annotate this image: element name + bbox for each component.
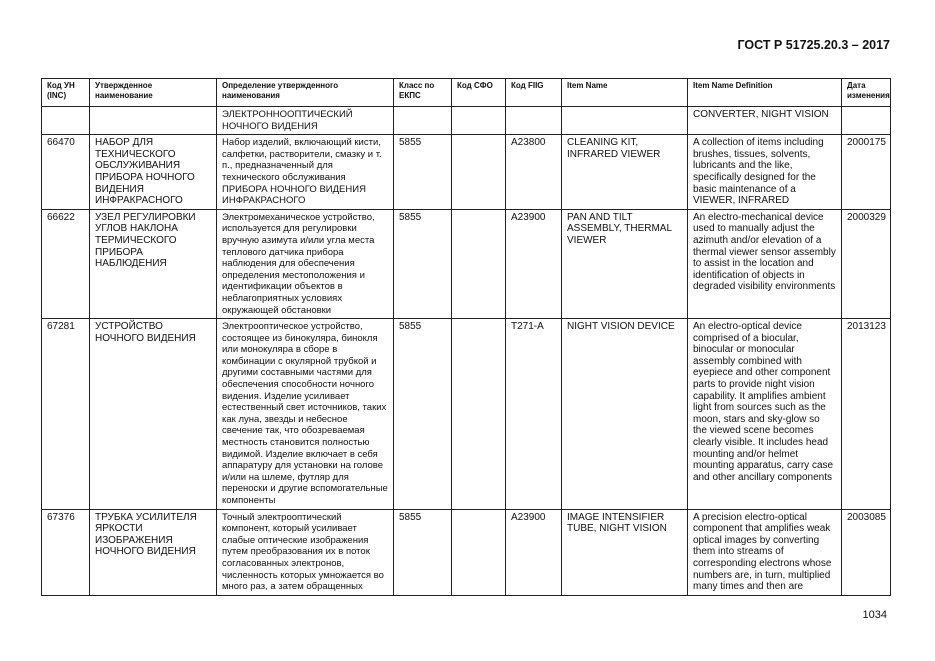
cell-fiig [506,107,562,135]
nomenclature-table [41,78,891,596]
cell-inc: 66622 [42,209,90,318]
cell-class: 5855 [394,319,452,510]
cell-item-definition: An electro-mechanical device used to manually adjust the azimuth and/or elevation of a thermal viewer sensor assembly to assist in the location and identification of objects in degraded visibility environments [688,209,842,318]
cell-item-name: PAN AND TILT ASSEMBLY, THERMAL VIEWER [562,209,688,318]
cell-date: 2003085 [842,509,891,595]
cell-item-name: NIGHT VISION DEVICE [562,319,688,510]
table-row [42,135,891,210]
cell-sfo [452,135,506,210]
cell-definition-ru: Электрооптическое устройство, состоящее из бинокуляра, бинокля или монокуляра в сборе в комбинации с окулярной трубкой и другими составными частями для обеспечения способности ночного видения. Изделие усиливает естественный свет источников, таких как луна, звезды и небесное свечение так, что обозреваемая местность становится полностью видимой. Изделие включает в себя аппаратуру для установки на голове и/или на шлеме, футляр для переноски и другие вспомогательные компоненты [217,319,394,510]
cell-fiig: T271-A [506,319,562,510]
cell-date [842,107,891,135]
col-header-definition-ru: Определение утвержденного наименования [217,79,394,107]
table-row [42,319,891,510]
cell-item-definition: A collection of items including brushes, tissues, solvents, lubricants and the like, specifically designed for the basic maintenance of a VIEWER, INFRARED [688,135,842,210]
document-code: ГОСТ Р 51725.20.3 – 2017 [737,38,890,52]
cell-name-ru: НАБОР ДЛЯ ТЕХНИЧЕСКОГО ОБСЛУЖИВАНИЯ ПРИБОРА НОЧНОГО ВИДЕНИЯ ИНФРАКРАСНОГО [90,135,217,210]
cell-definition-ru: Электромеханическое устройство, используется для регулировки вручную азимута и/или угла места теплового датчика прибора наблюдения для обеспечения определения местоположения и идентификации объектов в неблагоприятных условиях окружающей обстановки [217,209,394,318]
col-header-name-ru: Утвержденное наименование [90,79,217,107]
cell-class: 5855 [394,209,452,318]
col-header-item-definition: Item Name Definition [688,79,842,107]
cell-class: 5855 [394,135,452,210]
cell-date: 2000329 [842,209,891,318]
cell-inc: 67281 [42,319,90,510]
cell-fiig: A23900 [506,209,562,318]
cell-date: 2013123 [842,319,891,510]
col-header-sfo: Код СФО [452,79,506,107]
table-row [42,107,891,135]
col-header-item-name: Item Name [562,79,688,107]
cell-definition-ru: ЭЛЕКТРОННООПТИЧЕСКИЙ НОЧНОГО ВИДЕНИЯ [217,107,394,135]
cell-name-ru: УСТРОЙСТВО НОЧНОГО ВИДЕНИЯ [90,319,217,510]
col-header-inc: Код УН (INC) [42,79,90,107]
cell-fiig: A23900 [506,509,562,595]
cell-definition-ru: Точный электрооптический компонент, который усиливает слабые оптические изображения путем преобразования их в поток согласованных электронов, численность которых умножается во много раз, а затем обращенных [217,509,394,595]
col-header-date: Дата изменения [842,79,891,107]
cell-class [394,107,452,135]
cell-class: 5855 [394,509,452,595]
cell-sfo [452,107,506,135]
cell-inc [42,107,90,135]
table-row [42,509,891,595]
cell-inc: 67376 [42,509,90,595]
cell-item-name: CLEANING KIT, INFRARED VIEWER [562,135,688,210]
col-header-class: Класс по ЕКПС [394,79,452,107]
cell-item-definition: A precision electro-optical component that amplifies weak optical images by converting them into streams of corresponding electrons whose numbers are, in turn, multiplied many times and then are [688,509,842,595]
cell-sfo [452,319,506,510]
page-number: 1034 [862,609,887,621]
table-header-row [42,79,891,107]
cell-item-name: IMAGE INTENSIFIER TUBE, NIGHT VISION [562,509,688,595]
cell-name-ru [90,107,217,135]
col-header-fiig: Код FIIG [506,79,562,107]
cell-inc: 66470 [42,135,90,210]
cell-sfo [452,209,506,318]
cell-item-definition: CONVERTER, NIGHT VISION [688,107,842,135]
cell-item-definition: An electro-optical device comprised of a biocular, binocular or monocular assembly combined with eyepiece and other component parts to provide night vision capability. It amplifies ambient light from sources such as the moon, stars and sky-glow so the viewed scene becomes clearly visible. It includes head mounting and/or helmet mounting apparatus, carry case and other ancillary components [688,319,842,510]
cell-name-ru: ТРУБКА УСИЛИТЕЛЯ ЯРКОСТИ ИЗОБРАЖЕНИЯ НОЧНОГО ВИДЕНИЯ [90,509,217,595]
table-row [42,209,891,318]
cell-definition-ru: Набор изделий, включающий кисти, салфетки, растворители, смазку и т. п., предназначенный для технического обслуживания ПРИБОРА НОЧНОГО ВИДЕНИЯ ИНФРАКРАСНОГО [217,135,394,210]
cell-name-ru: УЗЕЛ РЕГУЛИРОВКИ УГЛОВ НАКЛОНА ТЕРМИЧЕСКОГО ПРИБОРА НАБЛЮДЕНИЯ [90,209,217,318]
cell-item-name [562,107,688,135]
cell-sfo [452,509,506,595]
cell-fiig: A23800 [506,135,562,210]
cell-date: 2000175 [842,135,891,210]
